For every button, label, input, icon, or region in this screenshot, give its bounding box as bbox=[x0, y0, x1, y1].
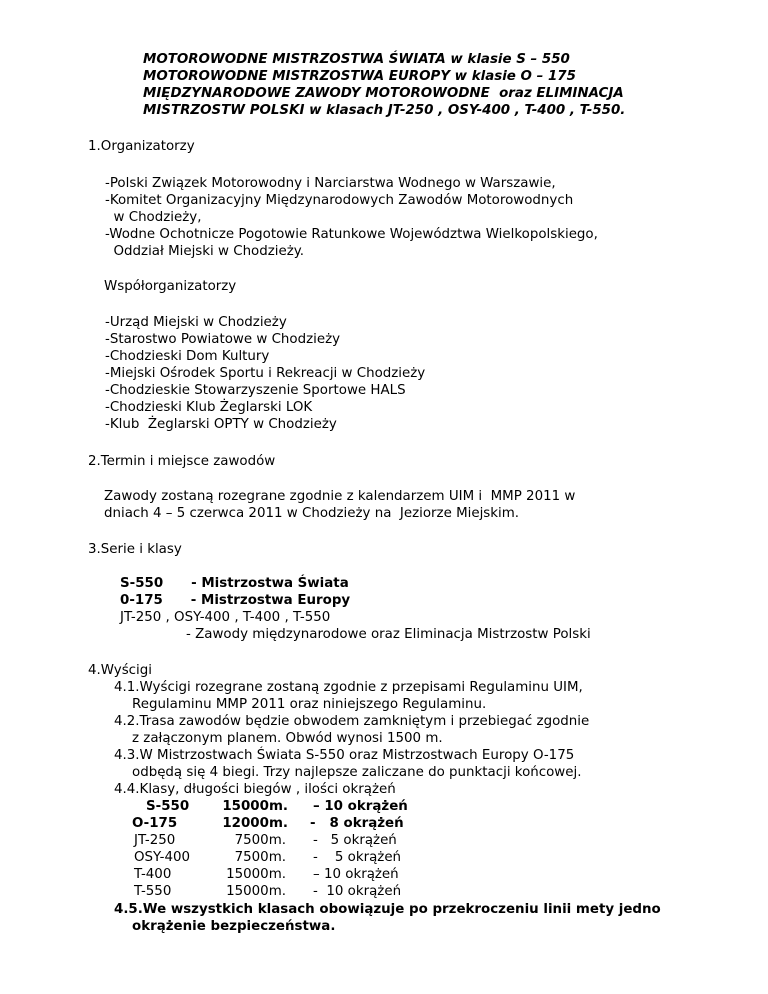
co-organizer-line: -Chodzieski Klub Żeglarski LOK bbox=[105, 400, 313, 415]
co-organizer-line: -Urząd Miejski w Chodzieży bbox=[105, 315, 287, 330]
series-line: S-550 - Mistrzostwa Świata bbox=[120, 576, 349, 591]
co-organizer-line: -Miejski Ośrodek Sportu i Rekreacji w Chodzieży bbox=[105, 366, 426, 381]
series-line: 0-175 - Mistrzostwa Europy bbox=[120, 593, 351, 608]
organizer-line: -Wodne Ochotnicze Pogotowie Ratunkowe Województwa Wielkopolskiego, bbox=[105, 227, 598, 242]
section-4-item: 4.3.W Mistrzostwach Świata S-550 oraz Mistrzostwach Europy O-175 bbox=[114, 748, 575, 763]
co-organizer-line: -Starostwo Powiatowe w Chodzieży bbox=[105, 332, 341, 347]
title-line-2: MOTOROWODNE MISTRZOSTWA EUROPY w klasie O – 175 bbox=[143, 69, 576, 84]
class-name: OSY-400 bbox=[134, 850, 191, 865]
title-line-4: MISTRZOSTW POLSKI w klasach JT-250 , OSY-400 , T-400 , T-550. bbox=[143, 103, 626, 118]
organizer-line: Oddział Miejski w Chodzieży. bbox=[105, 244, 305, 259]
section-4-final: okrążenie bezpieczeństwa. bbox=[132, 919, 336, 934]
section-3-heading: 3.Serie i klasy bbox=[88, 542, 182, 557]
section-4-item: 4.1.Wyścigi rozegrane zostaną zgodnie z przepisami Regulaminu UIM, bbox=[114, 680, 583, 695]
class-laps: - 5 okrążeń bbox=[313, 833, 397, 848]
class-distance: 7500m. bbox=[234, 833, 286, 848]
series-line: JT-250 , OSY-400 , T-400 , T-550 bbox=[120, 610, 331, 625]
class-laps: - 5 okrążeń bbox=[313, 850, 402, 865]
section-2-text: Zawody zostaną rozegrane zgodnie z kalendarzem UIM i MMP 2011 w bbox=[104, 489, 576, 504]
class-laps: – 10 okrążeń bbox=[313, 867, 399, 882]
title-line-1: MOTOROWODNE MISTRZOSTWA ŚWIATA w klasie S – 550 bbox=[143, 52, 570, 67]
section-2-text: dniach 4 – 5 czerwca 2011 w Chodzieży na Jeziorze Miejskim. bbox=[104, 506, 520, 521]
class-name: T-400 bbox=[134, 867, 172, 882]
section-4-heading: 4.Wyścigi bbox=[88, 663, 152, 678]
organizer-line: -Komitet Organizacyjny Międzynarodowych Zawodów Motorowodnych bbox=[105, 193, 574, 208]
section-4-item: 4.2.Trasa zawodów będzie obwodem zamkniętym i przebiegać zgodnie bbox=[114, 714, 590, 729]
section-2-heading: 2.Termin i miejsce zawodów bbox=[88, 454, 276, 469]
class-laps: - 10 okrążeń bbox=[313, 884, 402, 899]
section-1-heading: 1.Organizatorzy bbox=[88, 139, 195, 154]
section-4-final: 4.5.We wszystkich klasach obowiązuje po przekroczeniu linii mety jedno bbox=[114, 902, 661, 917]
section-4-item: Regulaminu MMP 2011 oraz niniejszego Regulaminu. bbox=[132, 697, 487, 712]
class-name: JT-250 bbox=[134, 833, 176, 848]
co-organizer-line: -Chodzieski Dom Kultury bbox=[105, 349, 270, 364]
section-4-item: z załączonym planem. Obwód wynosi 1500 m. bbox=[132, 731, 443, 746]
section-4-item: odbędą się 4 biegi. Trzy najlepsze zaliczane do punktacji końcowej. bbox=[132, 765, 582, 780]
co-organizers-heading: Współorganizatorzy bbox=[104, 279, 237, 294]
class-distance: 12000m. bbox=[222, 816, 288, 831]
class-name: T-550 bbox=[134, 884, 172, 899]
organizer-line: -Polski Związek Motorowodny i Narciarstwa Wodnego w Warszawie, bbox=[105, 176, 556, 191]
section-4-item: 4.4.Klasy, długości biegów , ilości okrążeń bbox=[114, 782, 396, 797]
series-line: - Zawody międzynarodowe oraz Eliminacja Mistrzostw Polski bbox=[186, 627, 591, 642]
class-laps: – 10 okrążeń bbox=[313, 799, 408, 814]
title-line-3: MIĘDZYNARODOWE ZAWODY MOTOROWODNE oraz ELIMINACJA bbox=[143, 86, 624, 101]
co-organizer-line: -Klub Żeglarski OPTY w Chodzieży bbox=[105, 417, 337, 432]
class-name: S-550 bbox=[146, 799, 190, 814]
class-distance: 15000m. bbox=[226, 884, 286, 899]
class-laps: - 8 okrążeń bbox=[310, 816, 404, 831]
class-name: O-175 bbox=[132, 816, 178, 831]
class-distance: 15000m. bbox=[222, 799, 288, 814]
class-distance: 15000m. bbox=[226, 867, 286, 882]
class-distance: 7500m. bbox=[234, 850, 286, 865]
organizer-line: w Chodzieży, bbox=[105, 210, 202, 225]
co-organizer-line: -Chodzieskie Stowarzyszenie Sportowe HALS bbox=[105, 383, 406, 398]
